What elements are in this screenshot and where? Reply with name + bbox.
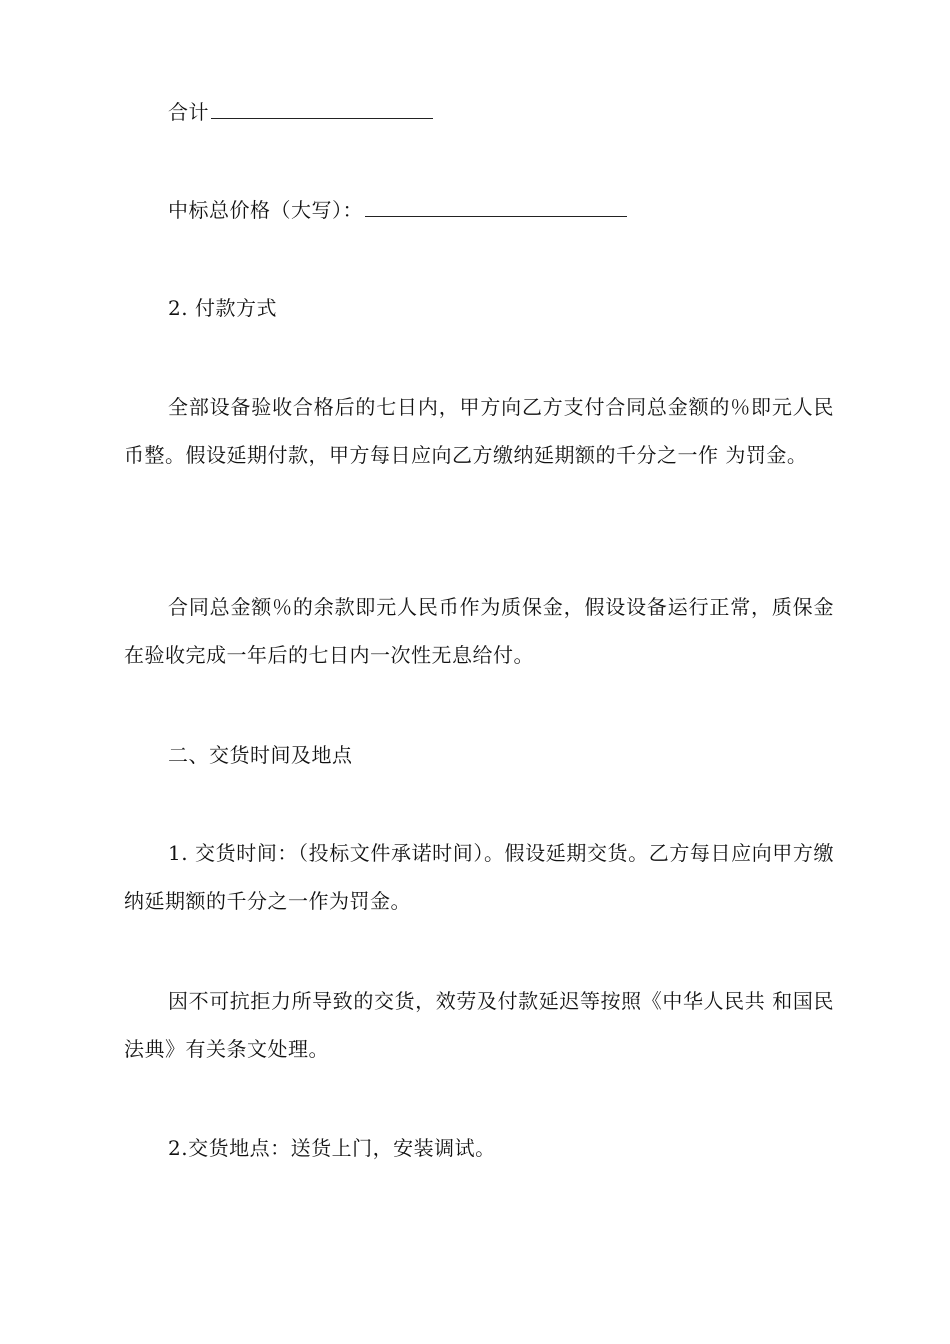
payment-paragraph-2: 合同总金额％的余款即元人民币作为质保金，假设设备运行正常，质保金在验收完成一年后的七日内一次性无息给付。 <box>124 595 834 667</box>
payment-paragraph-1: 全部设备验收合格后的七日内，甲方向乙方支付合同总金额的％即元人民币整。假设延期付款，甲方每日应向乙方缴纳延期额的千分之一作 为罚金。 <box>124 395 834 467</box>
total-blank <box>211 98 433 119</box>
payment-method-heading: 2. 付款方式 <box>168 296 277 320</box>
section-two-heading: 二、交货时间及地点 <box>168 743 353 767</box>
delivery-place-paragraph: 2.交货地点：送货上门，安装调试。 <box>168 1136 496 1160</box>
force-majeure-paragraph: 因不可抗拒力所导致的交货，效劳及付款延迟等按照《中华人民共 和国民法典》有关条文处理。 <box>124 989 834 1061</box>
bid-total-label: 中标总价格（大写）： <box>168 198 363 222</box>
total-line <box>124 88 834 136</box>
bid-total-line <box>124 186 834 234</box>
total-label: 合计 <box>168 100 209 124</box>
bid-total-blank <box>365 196 627 217</box>
delivery-time-paragraph: 1. 交货时间：（投标文件承诺时间）。假设延期交货。乙方每日应向甲方缴纳延期额的千分之一作为罚金。 <box>124 841 834 913</box>
